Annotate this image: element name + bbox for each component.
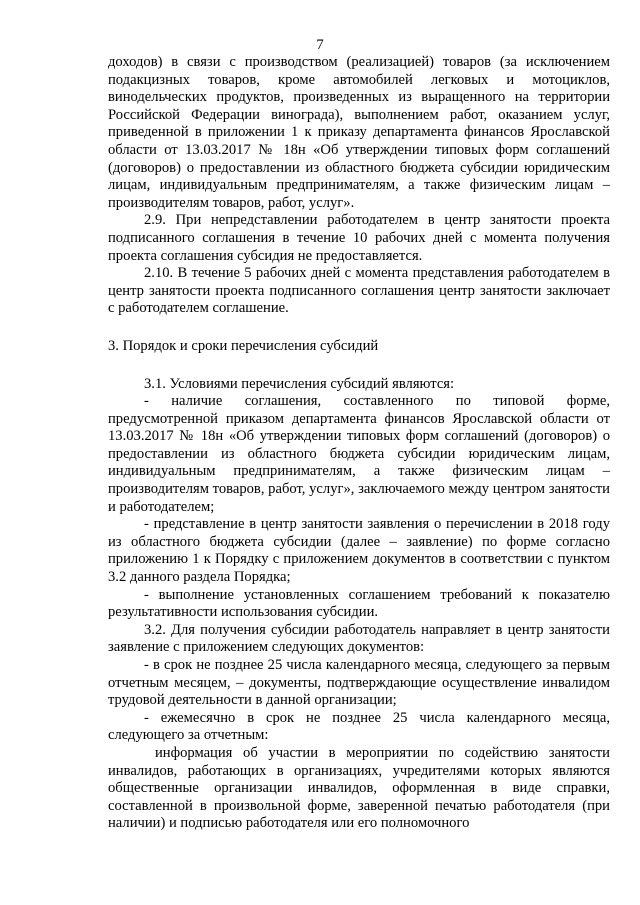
page-body — [108, 54, 610, 833]
list-item-first-month-docs: - в срок не позднее 25 числа календарного месяца, следующего за первым отчетным месяцем, – документы, подтверждающие осуществление инвалидом трудовой деятельности в данной организации; — [108, 657, 610, 709]
paragraph-3-2: 3.2. Для получения субсидии работодатель направляет в центр занятости заявление с приложением следующих документов: — [108, 621, 610, 656]
paragraph-participation-info: информация об участии в мероприятии по содействию занятости инвалидов, работающих в организациях, учредителями которых являются общественные организации инвалидов, оформленная в виде справки, составленной в произвольной форме, заверенной печатью работодателя (при наличии) и подписью работодателя или его полномочного — [108, 744, 610, 832]
list-item-monthly: - ежемесячно в срок не позднее 25 числа календарного месяца, следующего за отчетным: — [108, 709, 610, 744]
list-item-agreement: - наличие соглашения, составленного по типовой форме, предусмотренной приказом департамента финансов Ярославской области от 13.03.2017 № 18н «Об утверждении типовых форм соглашений (договоров) о предоставлении из областного бюджета субсидии юридическим лицам, индивидуальным предпринимателям, а также физическим лицам – производителям товаров, работ, услуг», заключаемого между центром занятости и работодателем; — [108, 393, 610, 515]
paragraph-2-9: 2.9. При непредставлении работодателем в центр занятости проекта подписанного соглашения в течение 10 рабочих дней с момента получения проекта соглашения субсидия не предоставляется. — [108, 212, 610, 264]
paragraph-continued: доходов) в связи с производством (реализацией) товаров (за исключением подакцизных товаров, кроме автомобилей легковых и мотоциклов, винодельческих продуктов, произведенных из выращенного на территории Российской Федерации винограда), выполнением работ, оказанием услуг, приведенной в приложении 1 к приказу департамента финансов Ярославской области от 13.03.2017 № 18н «Об утверждении типовых форм соглашений (договоров) о предоставлении из областного бюджета субсидии юридическим лицам, индивидуальным предпринимателям, а также физическим лицам – производителям товаров, работ, услуг». — [108, 54, 610, 211]
page-number: 7 — [316, 37, 324, 53]
paragraph-3-1: 3.1. Условиями перечисления субсидий являются: — [144, 375, 455, 392]
paragraph-2-10: 2.10. В течение 5 рабочих дней с момента представления работодателем в центр занятости проекта подписанного соглашения центр занятости заключает с работодателем соглашение. — [108, 265, 610, 317]
section-heading: 3. Порядок и сроки перечисления субсидий — [108, 337, 379, 354]
list-item-application: - представление в центр занятости заявления о перечислении в 2018 году из областного бюджета субсидии (далее – заявление) по форме согласно приложению 1 к Порядку с приложением документов в соответствии с пунктом 3.2 данного раздела Порядка; — [108, 516, 610, 586]
list-item-performance: - выполнение установленных соглашением требований к показателю результативности использования субсидии. — [108, 586, 610, 621]
